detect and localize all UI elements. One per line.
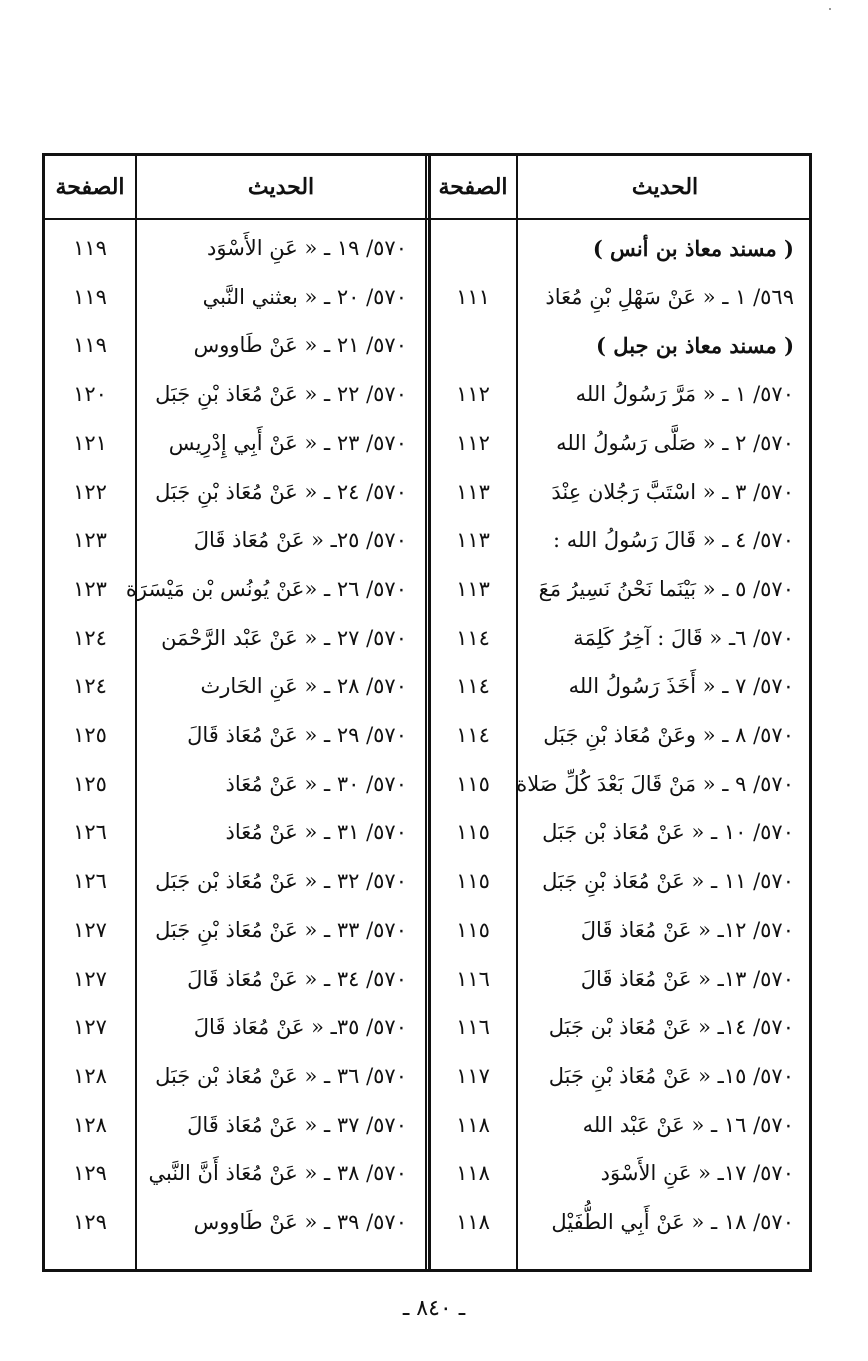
hadith-entry: ٥٧٠/ ٣٥ـ « عَنْ مُعَاذ قَالَ: [193, 1015, 407, 1040]
hadith-entry: ٥٦٩/ ١ ـ « عَنْ سَهْلِ بْنِ مُعَاذ: [545, 284, 794, 309]
hadith-entry: ٥٧٠/ ١١ ـ « عَنْ مُعَاذ بْنِ جَبَل: [542, 869, 794, 894]
page-ref: ١١١: [456, 284, 490, 309]
page-ref: ١٢٢: [73, 479, 107, 504]
hadith-entry: ٥٧٠/ ٣٠ ـ « عَنْ مُعَاذ: [225, 771, 407, 796]
page-ref: ١١٧: [456, 1063, 490, 1088]
page-ref: [430, 224, 516, 272]
page-ref: ١٢٧: [73, 917, 107, 942]
hadith-entry: ٥٧٠/ ٢٨ ـ « عَنِ الحَارث: [200, 674, 407, 699]
section-heading: ( مسند معاذ بن جبل ): [596, 332, 794, 358]
hadith-entry: ٥٧٠/ ٧ ـ « أَخَذَ رَسُولُ الله: [568, 674, 794, 699]
page-ref: ١٢٦: [73, 869, 107, 894]
hadith-entry: ٥٧٠/ ٢٩ ـ « عَنْ مُعَاذ قَالَ: [187, 723, 407, 747]
page-ref: ١٢٠: [73, 382, 107, 407]
header-right-hadith: الحديث: [631, 174, 699, 200]
page-ref: ١٢٩: [73, 1210, 107, 1234]
hadith-entry: ٥٧٠/ ٨ ـ « وعَنْ مُعَاذ بْنِ جَبَل: [543, 723, 794, 747]
page-ref: ١٢٧: [73, 1015, 107, 1040]
header-left-page: الصفحة: [55, 174, 125, 200]
page-ref: ١٢٩: [73, 1161, 107, 1186]
header-divider: [45, 218, 809, 220]
hadith-entry: ٥٧٠/ ٦ـ « قَالَ : آخِرُ كَلِمَة: [573, 625, 794, 650]
hadith-entry: ٥٧٠/ ٤ ـ « قَالَ رَسُولُ الله :: [553, 528, 794, 553]
hadith-entry: ٥٧٠/ ١٢ـ « عَنْ مُعَاذ قَالَ: [580, 917, 794, 942]
page-ref: ١٢٤: [73, 674, 107, 699]
page-ref: ١٢٦: [73, 820, 107, 845]
page-ref: ١٢٣: [73, 528, 107, 553]
header-right-page: الصفحة: [438, 174, 508, 200]
page-ref: ١٢٣: [73, 576, 107, 601]
hadith-entry: ٥٧٠/ ٣٢ ـ « عَنْ مُعَاذ بْن جَبَل: [155, 869, 407, 894]
hadith-entry: ٥٧٠/ ٢٣ ـ « عَنْ أَبِي إِدْرِيس: [168, 430, 407, 455]
page-ref: ١٢٧: [73, 966, 107, 991]
page-ref: ١١٨: [456, 1112, 490, 1137]
page-ref: ١١٩: [73, 333, 107, 358]
page-ref: ١٢٥: [73, 723, 107, 747]
page-ref: ١٢٤: [73, 625, 107, 650]
page-ref: ١٢٨: [73, 1112, 107, 1137]
page-ref: ١١٨: [456, 1210, 490, 1234]
page-ref: ١١٢: [456, 382, 490, 407]
hadith-entry: ٥٧٠/ ٢٧ ـ « عَنْ عَبْد الرَّحْمَن: [161, 625, 407, 650]
hadith-entry: ٥٧٠/ ١٣ـ « عَنْ مُعَاذ قَالَ: [580, 966, 794, 991]
page-ref: ١١٤: [456, 723, 490, 747]
page-ref: ١١٩: [73, 236, 107, 260]
hadith-entry: ٥٧٠/ ٣١ ـ « عَنْ مُعَاذ: [225, 820, 407, 845]
page-ref: ١١٦: [456, 966, 490, 991]
page-ref: ١١٤: [456, 625, 490, 650]
hadith-entry: ٥٧٠/ ٣٤ ـ « عَنْ مُعَاذ قَالَ: [187, 966, 407, 991]
page-ref: ١١٢: [456, 430, 490, 455]
header-left-hadith: الحديث: [247, 174, 315, 200]
hadith-entry: ٥٧٠/ ١٠ ـ « عَنْ مُعَاذ بْن جَبَل: [542, 820, 794, 845]
hadith-entry: ٥٧٠/ ٣٦ ـ « عَنْ مُعَاذ بْن جَبَل: [155, 1063, 407, 1088]
hadith-entry: ٥٧٠/ ٩ ـ « مَنْ قَالَ بَعْدَ كُلِّ صَلاة: [516, 771, 794, 796]
page-number: ـ ٨٤٠ ـ: [402, 1296, 466, 1321]
hadith-entry: ٥٧٠/ ١٨ ـ « عَنْ أَبِي الطُّفَيْل: [551, 1210, 794, 1234]
hadith-entry: ٥٧٠/ ٣٨ ـ « عَنْ مُعَاذ أَنَّ النَّبي: [148, 1161, 407, 1186]
hadith-entry: ٥٧٠/ ٢٠ ـ « بعثني النَّبي: [202, 284, 407, 309]
page-ref: ١١٦: [456, 1015, 490, 1040]
page-ref: ١١٣: [456, 479, 490, 504]
hadith-entry: ٥٧٠/ ٥ ـ « بَيْنَما نَحْنُ نَسِيرُ مَعَ: [538, 576, 794, 601]
hadith-entry: ٥٧٠/ ٣ ـ « اسْتَبَّ رَجُلان عِنْدَ: [551, 479, 794, 504]
hadith-entry: ٥٧٠/ ١٥ـ « عَنْ مُعَاذ بْنِ جَبَل: [548, 1063, 794, 1088]
hadith-entry: ٥٧٠/ ٢٦ ـ «عَنْ يُونُس بْن مَيْسَرَة: [125, 576, 407, 601]
page-ref: ١١٥: [456, 917, 490, 942]
hadith-entry: ٥٧٠/ ٢ ـ « صَلَّى رَسُولُ الله: [556, 430, 794, 455]
hadith-entry: ٥٧٠/ ١٧ـ « عَنِ الأَسْوَد: [600, 1161, 794, 1186]
index-table: [42, 153, 812, 1272]
page-ref: [430, 321, 516, 369]
page-ref: ١١٥: [456, 869, 490, 894]
hadith-entry: ٥٧٠/ ٣٧ ـ « عَنْ مُعَاذ قَالَ: [187, 1112, 407, 1137]
page-ref: ١١٣: [456, 576, 490, 601]
page-ref: ١١٥: [456, 820, 490, 845]
page-ref: ١٢٨: [73, 1063, 107, 1088]
hadith-entry: ٥٧٠/ ١ ـ « مَرَّ رَسُولُ الله: [575, 382, 794, 407]
scan-dot: [829, 8, 831, 10]
hadith-entry: ٥٧٠/ ٣٩ ـ « عَنْ طَاووس: [193, 1210, 407, 1234]
hadith-entry: ٥٧٠/ ٢١ ـ « عَنْ طَاووس: [193, 333, 407, 358]
hadith-entry: ٥٧٠/ ١٩ ـ « عَنِ الأَسْوَد: [207, 236, 407, 260]
hadith-entry: ٥٧٠/ ٢٥ـ « عَنْ مُعَاذ قَالَ: [193, 528, 407, 553]
page-ref: ١٢١: [73, 430, 107, 455]
page-ref: ١١٤: [456, 674, 490, 699]
page-ref: ١١٩: [73, 284, 107, 309]
page-ref: ١٢٥: [73, 771, 107, 796]
hadith-entry: ٥٧٠/ ٣٣ ـ « عَنْ مُعَاذ بْنِ جَبَل: [155, 917, 407, 942]
page-ref: ١١٣: [456, 528, 490, 553]
hadith-entry: ٥٧٠/ ١٦ ـ « عَنْ عَبْد الله: [582, 1112, 794, 1137]
page-ref: ١١٥: [456, 771, 490, 796]
page-ref: ١١٨: [456, 1161, 490, 1186]
hadith-entry: ٥٧٠/ ٢٤ ـ « عَنْ مُعَاذ بْنِ جَبَل: [155, 479, 407, 504]
column-divider-left-inner: [425, 156, 427, 1269]
hadith-entry: ٥٧٠/ ٢٢ ـ « عَنْ مُعَاذ بْنِ جَبَل: [155, 382, 407, 407]
hadith-entry: ٥٧٠/ ١٤ـ « عَنْ مُعَاذ بْن جَبَل: [548, 1015, 794, 1040]
section-heading: ( مسند معاذ بن أنس ): [592, 235, 794, 261]
